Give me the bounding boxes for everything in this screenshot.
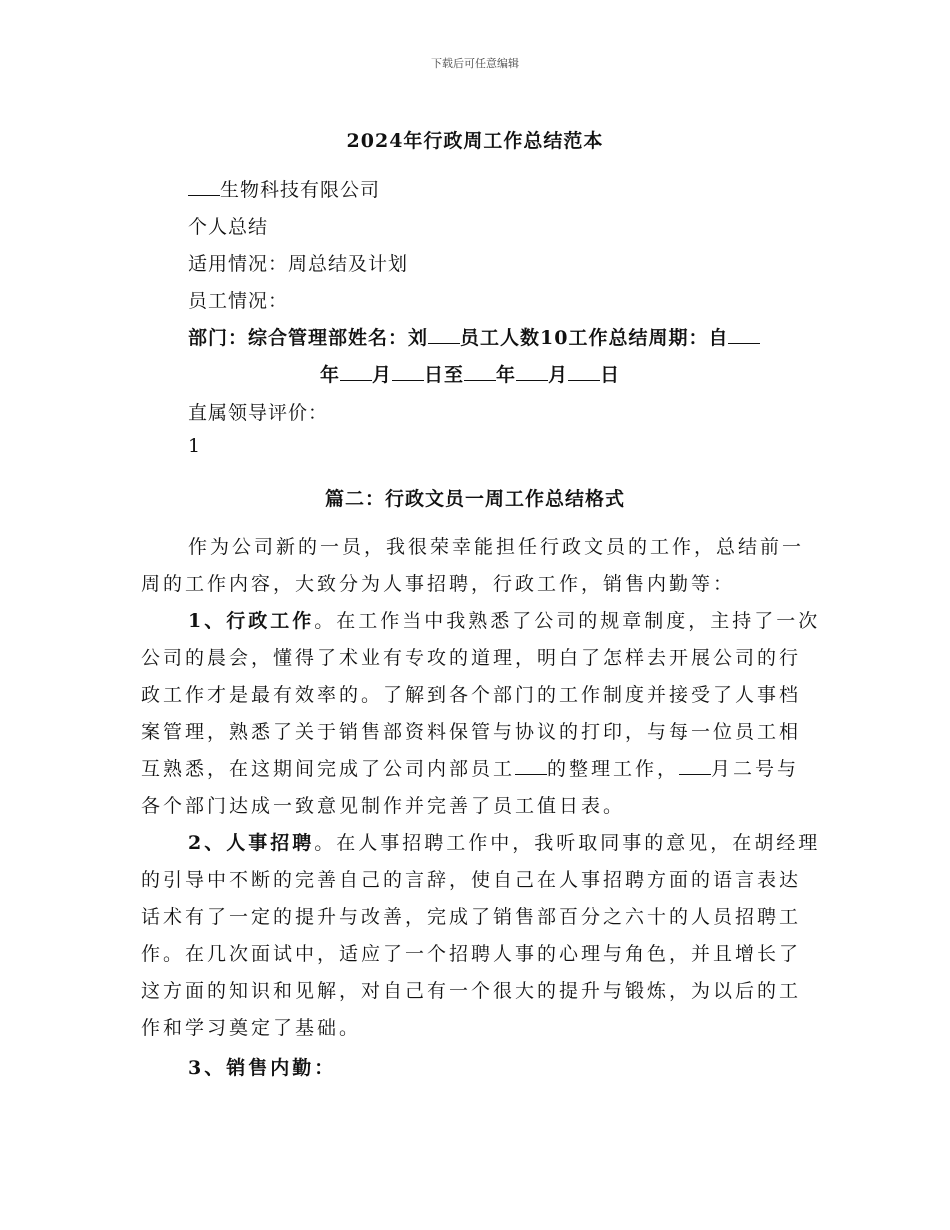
item1-text: 。在工作当中我熟悉了公司的规章制度，主持了一次: [314, 610, 821, 632]
item3-heading: 3、销售内勤：: [188, 1057, 337, 1079]
item2-text: 。在人事招聘工作中，我听取同事的意见，在胡经理: [314, 832, 821, 854]
blank-underline: [568, 364, 600, 381]
applicable-situation: 适用情况：周总结及计划: [188, 253, 409, 275]
item2-line-6: 作和学习奠定了基础。: [141, 1017, 362, 1039]
year-label: 年: [496, 364, 517, 386]
department-text: 部门：综合管理部姓名：刘: [188, 327, 429, 349]
blank-underline: [340, 364, 372, 381]
item1-line-6: 各个部门达成一致意见制作并完善了员工值日表。: [141, 795, 626, 817]
item1-text: 的整理工作，: [547, 758, 680, 780]
blank-underline: [428, 327, 460, 344]
item1-text: 互熟悉，在这期间完成了公司内部员工: [141, 758, 516, 780]
day-to-label: 日至: [424, 364, 465, 386]
item1-line-3: 政工作才是最有效率的。了解到各个部门的工作制度并接受了人事档: [141, 684, 802, 706]
item2-line-5: 这方面的知识和见解，对自己有一个很大的提升与锻炼，为以后的工: [141, 980, 802, 1002]
item2-heading: 2、人事招聘: [188, 832, 315, 854]
item1-line-5: [141, 754, 811, 781]
leader-evaluation: 直属领导评价：: [188, 402, 329, 424]
page-number: 1: [188, 435, 202, 457]
blank-underline: [515, 758, 547, 775]
intro-line-1: 作为公司新的一员，我很荣幸能担任行政文员的工作，总结前一: [188, 536, 805, 558]
blank-underline: [464, 364, 496, 381]
month-label: 月: [548, 364, 569, 386]
company-line: [188, 175, 380, 202]
day-label: 日: [600, 364, 621, 386]
item2-line-1: [188, 828, 820, 855]
item1-line-2: 公司的晨会，懂得了术业有专攻的道理，明白了怎样去开展公司的行: [141, 647, 802, 669]
header-note: 下载后可任意编辑: [431, 57, 519, 70]
blank-underline: [516, 364, 548, 381]
document-title: 2024年行政周工作总结范本: [346, 130, 604, 152]
item1-line-4: 案管理，熟悉了关于销售部资料保管与协议的打印，与每一位员工相: [141, 721, 802, 743]
item2-line-4: 作。在几次面试中，适应了一个招聘人事的心理与角色，并且增长了: [141, 943, 802, 965]
blank-underline: [679, 758, 711, 775]
item1-line-1: [188, 606, 820, 633]
blank-underline: [728, 327, 760, 344]
item1-heading: 1、行政工作: [188, 610, 315, 632]
department-line: [188, 323, 760, 350]
section-title: 篇二：行政文员一周工作总结格式: [324, 488, 625, 510]
blank-underline: [392, 364, 424, 381]
period-text: 员工人数10工作总结周期：自: [460, 327, 729, 349]
personal-summary: 个人总结: [188, 216, 269, 238]
intro-line-2: 周的工作内容，大致分为人事招聘，行政工作，销售内勤等：: [141, 573, 736, 595]
year-label: 年: [320, 364, 341, 386]
staff-info-label: 员工情况：: [188, 290, 289, 312]
company-name: 生物科技有限公司: [220, 179, 381, 201]
item1-text: 月二号与: [711, 758, 800, 780]
month-label: 月: [372, 364, 393, 386]
item2-line-2: 的引导中不断的完善自己的言辞，使自己在人事招聘方面的语言表达: [141, 869, 802, 891]
item2-line-3: 话术有了一定的提升与改善，完成了销售部百分之六十的人员招聘工: [141, 906, 802, 928]
blank-underline: [188, 179, 220, 196]
date-range-line: [320, 360, 620, 387]
